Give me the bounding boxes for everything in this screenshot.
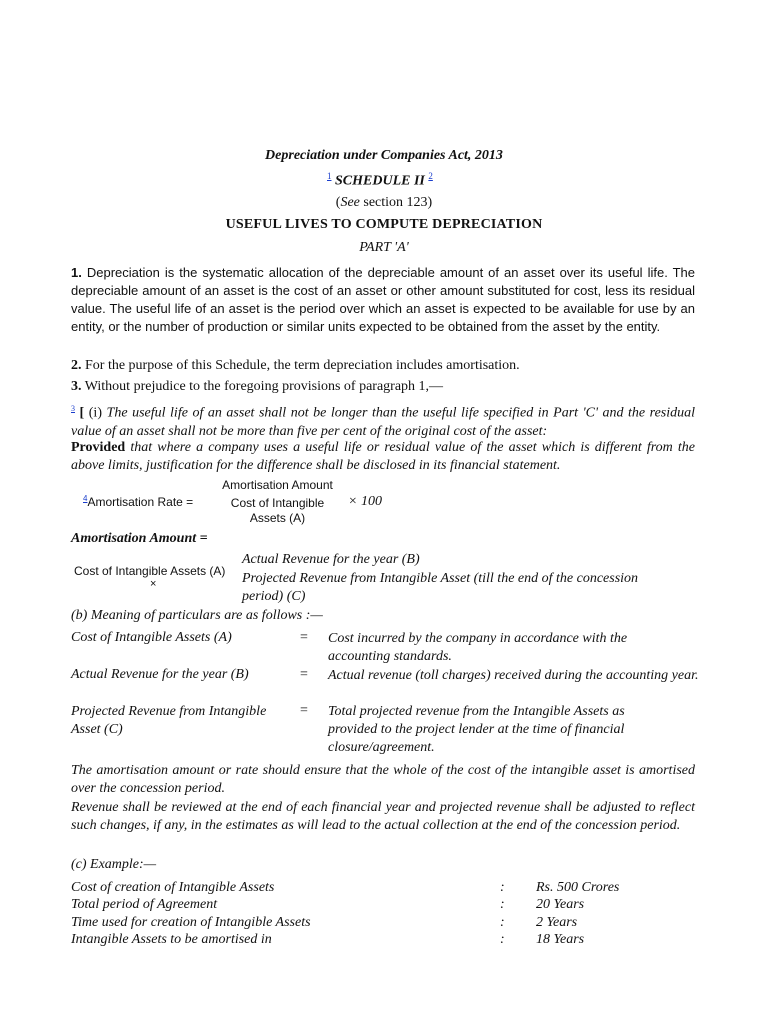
proviso-label: Provided [71, 440, 126, 455]
schedule-label: SCHEDULE II [335, 173, 425, 189]
paragraph-1-text: Depreciation is the systematic allocation of the depreciable amount of an asset over its useful life. The depreciable amount of an asset is the cost of an asset or other amount substituted for cost, less its residual value. The useful life of an asset is the period over which an asset is expected to be available for use by an entity, or the number of production or similar units expected to be obtained from the asset by the entity. [71, 265, 695, 334]
main-heading: USEFUL LIVES TO COMPUTE DEPRECIATION [225, 217, 543, 232]
definition-text: Total projected revenue from the Intangible Assets as provided to the project lender at the time of financial closure/agreement. [328, 704, 625, 755]
formula2-lhs: Cost of Intangible Assets (A) [74, 564, 226, 578]
example-intro: (c) Example:— [71, 857, 157, 872]
see-italic: See [340, 195, 360, 210]
formula1-numerator: Amortisation Amount [222, 478, 333, 492]
example-label: Cost of creation of Intangible Assets [71, 880, 275, 895]
example-colon: : [500, 880, 505, 895]
paragraph-2 [71, 357, 695, 375]
paragraph-3-text: Without prejudice to the foregoing provisions of paragraph 1,— [84, 379, 444, 394]
paragraph-1 [71, 264, 695, 336]
example-value: 2 Years [536, 915, 578, 930]
example-value: 20 Years [536, 897, 585, 912]
schedule-heading [327, 171, 433, 190]
example-label: Intangible Assets to be amortised in [71, 932, 272, 947]
footnote-link-3[interactable]: 3 [71, 404, 75, 413]
paragraph-2-text: For the purpose of this Schedule, the term depreciation includes amortisation. [85, 358, 520, 373]
example-colon: : [500, 897, 505, 912]
formula1-lhs: $^4$Amortisation Rate = [83, 494, 194, 509]
note-revenue-review: Revenue shall be reviewed at the end of each financial year and projected revenue shall be adjusted to reflect such changes, if any, in the estimates as will lead to the actual collection at the end of the concession period. [71, 800, 695, 833]
see-section [0, 195, 768, 211]
definition-equals: = [300, 703, 308, 718]
meaning-intro: (b) Meaning of particulars are as follows :— [71, 608, 323, 623]
see-rest: section 123) [359, 195, 433, 210]
formula2-times: × [150, 578, 157, 590]
definition-equals: = [300, 630, 308, 645]
definition-text: Cost incurred by the company in accordance with the accounting standards. [328, 631, 628, 664]
example-colon: : [500, 932, 505, 947]
formula2-denominator: Projected Revenue from Intangible Asset (till the end of the concession period) (C) [242, 571, 639, 604]
paragraph-1-number: 1. [71, 265, 82, 280]
example-value: 18 Years [536, 932, 585, 947]
definition-term: Actual Revenue for the year (B) [71, 667, 249, 682]
note-amortisation: The amortisation amount or rate should ensure that the whole of the cost of the intangible asset is amortised over the concession period. [71, 763, 695, 796]
footnote-link-4[interactable]: 4 [83, 494, 88, 503]
paragraph-3-number: 3. [71, 379, 82, 394]
example-label: Time used for creation of Intangible Assets [71, 915, 311, 930]
amortisation-amount-label: Amortisation Amount = [71, 531, 208, 546]
clause-i-text: The useful life of an asset shall not be longer than the useful life specified in Part 'C' and the residual value of an asset shall not be more than five per cent of the original cost of the asset: [71, 405, 696, 439]
proviso [71, 439, 695, 475]
definition-term: Projected Revenue from Intangible Asset (C) [71, 704, 267, 737]
part-label: PART 'A' [359, 240, 409, 255]
paragraph-2-number: 2. [71, 358, 82, 373]
definition-term: Cost of Intangible Assets (A) [71, 630, 232, 645]
proviso-text: that where a company uses a useful life or residual value of the asset which is different from the above limits, justification for the difference shall be disclosed in its financial statement. [71, 440, 695, 473]
formula2-numerator: Actual Revenue for the year (B) [242, 552, 420, 567]
document-title: Depreciation under Companies Act, 2013 [265, 148, 503, 163]
definition-equals: = [300, 667, 308, 682]
clause-bracket: [ [79, 405, 85, 421]
definition-text: Actual revenue (toll charges) received during the accounting year. [328, 668, 699, 683]
example-value: Rs. 500 Crores [536, 880, 620, 895]
see-open-paren: ( [335, 195, 341, 210]
formula1-multiplier: × 100 [348, 494, 382, 509]
example-label: Total period of Agreement [71, 897, 218, 912]
clause-i-number: (i) [88, 405, 102, 421]
paragraph-3 [71, 378, 695, 396]
footnote-link-1[interactable]: 1 [327, 171, 332, 181]
clause-i [71, 400, 695, 441]
footnote-link-2[interactable]: 2 [428, 171, 433, 181]
formula1-denominator: Cost of Intangible Assets (A) [230, 496, 325, 525]
example-colon: : [500, 915, 505, 930]
